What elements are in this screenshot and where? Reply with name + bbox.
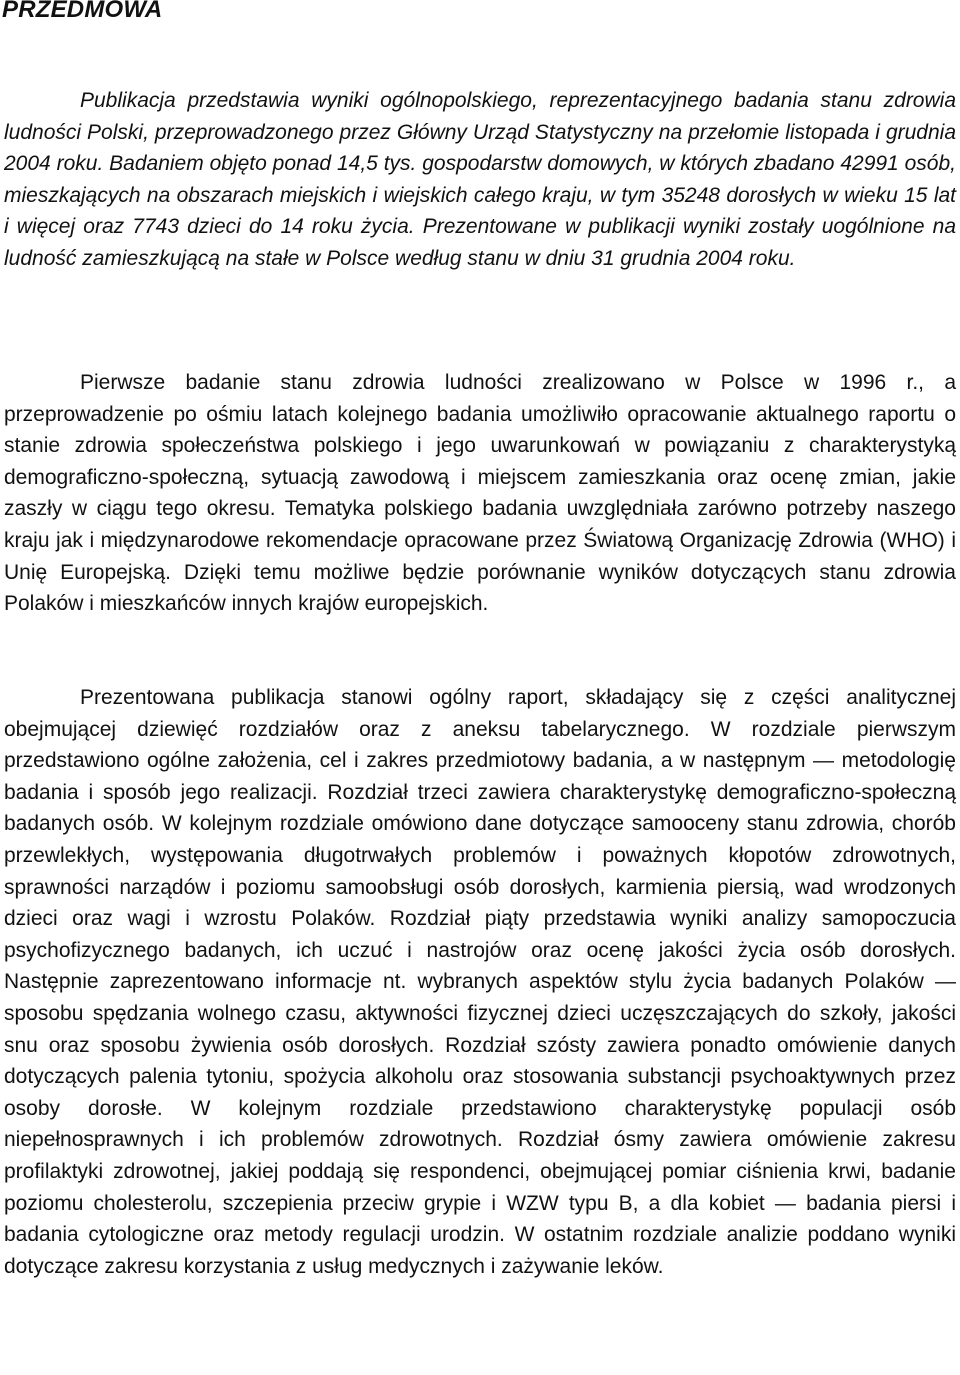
- paragraph-history: Pierwsze badanie stanu zdrowia ludności zrealizowano w Polsce w 1996 r., a przeprowadzenie po ośmiu latach kolejnego badania umożliwiło opracowanie aktualnego raportu o stanie zdrowia społeczeństwa polskiego i jego uwarunkowań w powiązaniu z charakterystyką demograficzno-społeczną, sytuacją zawodową i miejscem zamieszkania oraz ocenę zmian, jakie zaszły w ciągu tego okresu. Tematyka polskiego badania uwzględniała zarówno potrzeby naszego kraju jak i międzynarodowe rekomendacje opracowane przez Światową Organizację Zdrowia (WHO) i Unię Europejską. Dzięki temu możliwe będzie porównanie wyników dotyczących stanu zdrowia Polaków i mieszkańców innych krajów europejskich.: [4, 371, 956, 616]
- page-title: PRZEDMOWA: [2, 0, 163, 23]
- paragraph-contents: Prezentowana publikacja stanowi ogólny raport, składający się z części analitycznej obejmującej dziewięć rozdziałów oraz z aneksu tabelarycznego. W rozdziale pierwszym przedstawiono ogólne założenia, cel i zakres przedmiotowy badania, a w następnym — metodologię badania i sposób jego realizacji. Rozdział trzeci zawiera charakterystykę demograficzno-społeczną badanych osób. W kolejnym rozdziale omówiono dane dotyczące samooceny stanu zdrowia, chorób przewlekłych, występowania długotrwałych problemów i poważnych kłopotów zdrowotnych, sprawności narządów i poziomu samoobsługi osób dorosłych, karmienia piersią, wad wrodzonych dzieci oraz wagi i wzrostu Polaków. Rozdział piąty przedstawia wyniki analizy samopoczucia psychofizycznego badanych, ich uczuć i nastrojów oraz ocenę jakości życia osób dorosłych. Następnie zaprezentowano informacje nt. wybranych aspektów stylu życia badanych Polaków — sposobu spędzania wolnego czasu, aktywności fizycznej dzieci uczęszczających do szkoły, jakości snu oraz sposobu żywienia osób dorosłych. Rozdział szósty zawiera ponadto omówienie danych dotyczących palenia tytoniu, spożycia alkoholu oraz stosowania substancji psychoaktywnych przez osoby dorosłe. W kolejnym rozdziale przedstawiono charakterystykę populacji osób niepełnosprawnych i ich problemów zdrowotnych. Rozdział ósmy zawiera omówienie zakresu profilaktyki zdrowotnej, jakiej poddają się respondenci, obejmującej pomiar ciśnienia krwi, badanie poziomu cholesterolu, szczepienia przeciw grypie i WZW typu B, a dla kobiet — badania piersi i badania cytologiczne oraz metody regulacji urodzin. W ostatnim rozdziale analizie poddano wyniki dotyczące zakresu korzystania z usług medycznych i zażywanie leków.: [4, 686, 956, 1278]
- paragraph-intro: Publikacja przedstawia wyniki ogólnopolskiego, reprezentacyjnego badania stanu zdrowia ludności Polski, przeprowadzonego przez Główny Urząd Statystyczny na przełomie listopada i grudnia 2004 roku. Badaniem objęto ponad 14,5 tys. gospodarstw domowych, w których zbadano 42991 osób, mieszkających na obszarach miejskich i wiejskich całego kraju, w tym 35248 dorosłych w wieku 15 lat i więcej oraz 7743 dzieci do 14 roku życia. Prezentowane w publikacji wyniki zostały uogólnione na ludność zamieszkującą na stałe w Polsce według stanu w dniu 31 grudnia 2004 roku.: [4, 89, 956, 270]
